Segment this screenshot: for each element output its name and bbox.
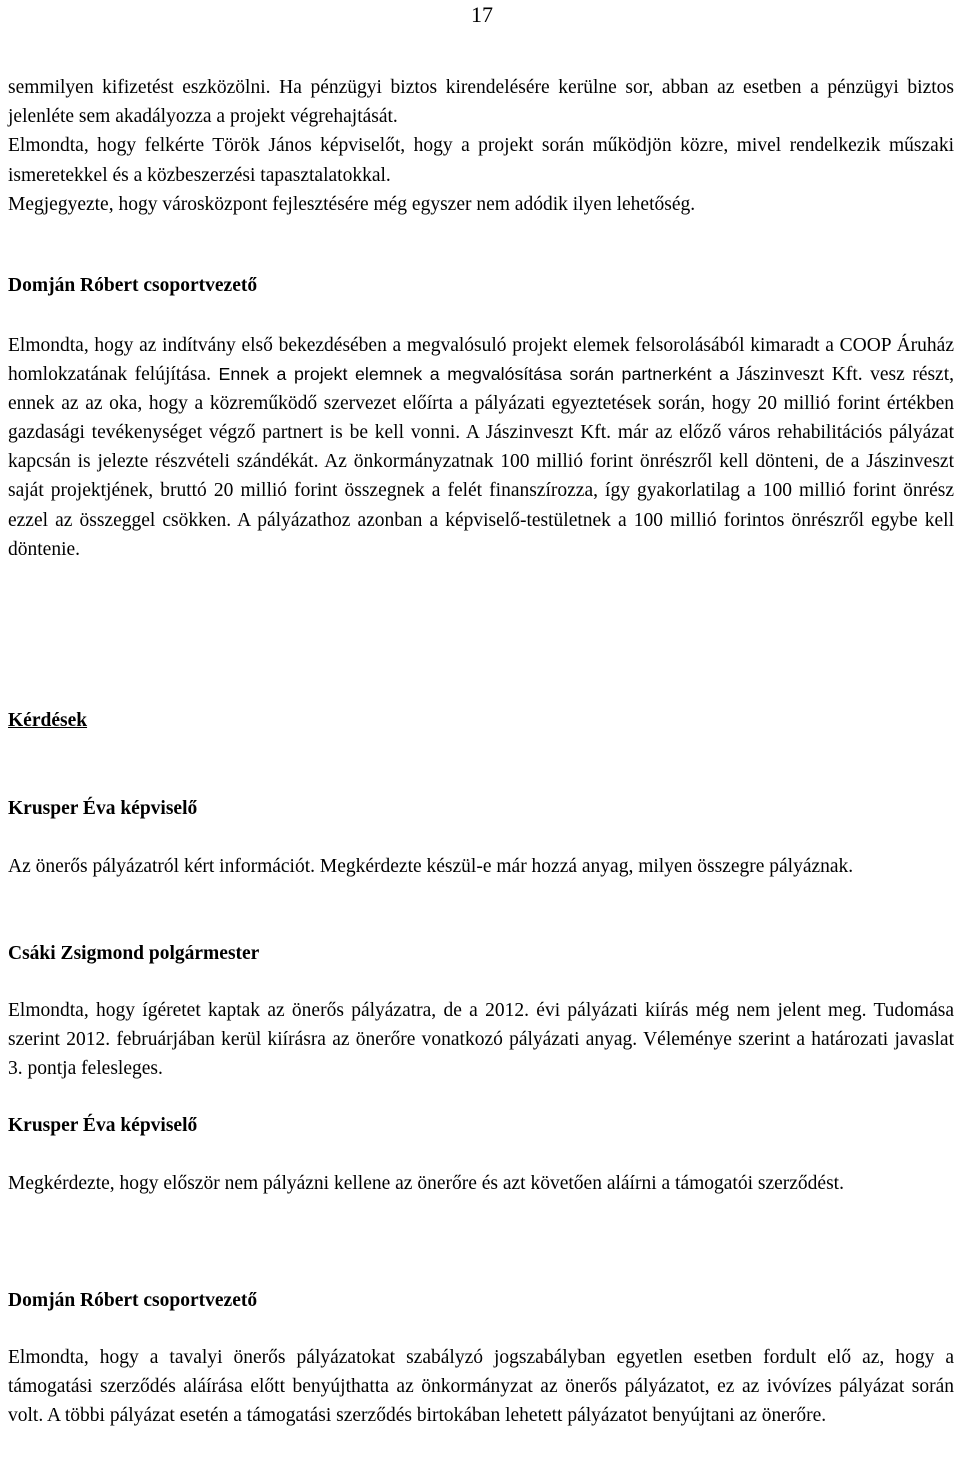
section-2-text: Az önerős pályázatról kért információt. Megkérdezte készül-e már hozzá anyag, milyen összegre pályáznak. — [8, 856, 854, 877]
speaker-heading-2-wrap — [8, 794, 954, 823]
intro-paragraph-1: semmilyen kifizetést eszközölni. Ha pénzügyi biztos kirendelésére kerülne sor, abban az esetben a pénzügyi biztos jelenléte sem akadályozza a projekt végrehajtását. — [8, 77, 954, 128]
intro-paragraph-2: Elmondta, hogy felkérte Török János képviselőt, hogy a projekt során működjön közre, mivel rendelkezik műszaki ismeretekkel és a közbeszerzési tapasztalatokkal. — [8, 135, 954, 186]
questions-heading: Kérdések — [8, 710, 88, 731]
section-1-text — [8, 331, 954, 564]
section-3-body — [8, 996, 954, 1083]
section-1-text-c: Jászinveszt Kft. vesz részt, ennek az az oka, hogy a közreműködő szervezet előírta a pályázati egyeztetések során, hogy 20 millió forint értékben gazdasági tevékenységet végző partnert is be kell vonni. A Jászinveszt Kft. már az előző város rehabilitációs pályázat kapcsán is jelezte részvételi szándékát. Az önkormányzatnak 100 millió forint önrészről kell dönteni, de a Jászinveszt saját projektjének, bruttó 20 millió forint összegnek a felét finanszírozza, így gyakorlatilag a 100 millió forint önrész ezzel az összeggel csökken. A pályázathoz azonban a képviselő-testületnek a 100 millió forintos önrészről egybe kell döntenie. — [8, 364, 955, 560]
speaker-heading: Domján Róbert csoportvezető — [8, 1290, 258, 1311]
speaker-heading-1-wrap — [8, 271, 954, 300]
section-1-text-a: Elmondta, hogy az indítvány első bekezdésében a megvalósuló projekt elemek felsorolásából kimaradt a COOP Áruház homlokzatának felújítása. — [8, 335, 954, 386]
speaker-heading: Csáki Zsigmond polgármester — [8, 943, 260, 964]
section-3-text: Elmondta, hogy ígéretet kaptak az önerős pályázatra, de a 2012. évi pályázati kiírás még nem jelent meg. Tudomása szerint 2012. februárjában kerül kiírásra az önerőre vonatkozó pályázati anyag. Véleménye szerint a határozati javaslat 3. pontja felesleges. — [8, 1000, 954, 1080]
intro-section — [8, 73, 954, 219]
section-2-body — [8, 852, 954, 881]
questions-heading-wrap — [8, 706, 954, 735]
speaker-heading: Krusper Éva képviselő — [8, 798, 198, 819]
section-1-body — [8, 331, 954, 564]
speaker-heading-3-wrap — [8, 939, 954, 968]
section-5-text: Elmondta, hogy a tavalyi önerős pályázatokat szabályzó jogszabályban egyetlen esetben fordult elő az, hogy a támogatási szerződés aláírása előtt benyújthatta az önkormányzat az önerős pályázatot, ez az ivóvízes pályázat során volt. A többi pályázat esetén a támogatási szerződés birtokában lehetett pályázatot benyújtani az önerőre. — [8, 1347, 954, 1427]
section-5-body — [8, 1343, 954, 1430]
speaker-heading-5-wrap — [8, 1286, 954, 1315]
page-number: 17 — [471, 2, 493, 27]
section-4-text: Megkérdezte, hogy először nem pályázni kellene az önerőre és azt követően aláírni a támogatói szerződést. — [8, 1173, 844, 1194]
speaker-heading-4-wrap — [8, 1111, 954, 1140]
section-4-body — [8, 1169, 954, 1198]
speaker-heading: Domján Róbert csoportvezető — [8, 275, 258, 296]
section-1-text-b: Ennek a projekt elemnek a megvalósítása során partnerként a — [218, 364, 729, 385]
intro-paragraph-3: Megjegyezte, hogy városközpont fejlesztésére még egyszer nem adódik ilyen lehetőség. — [8, 193, 696, 215]
speaker-heading: Krusper Éva képviselő — [8, 1115, 198, 1136]
